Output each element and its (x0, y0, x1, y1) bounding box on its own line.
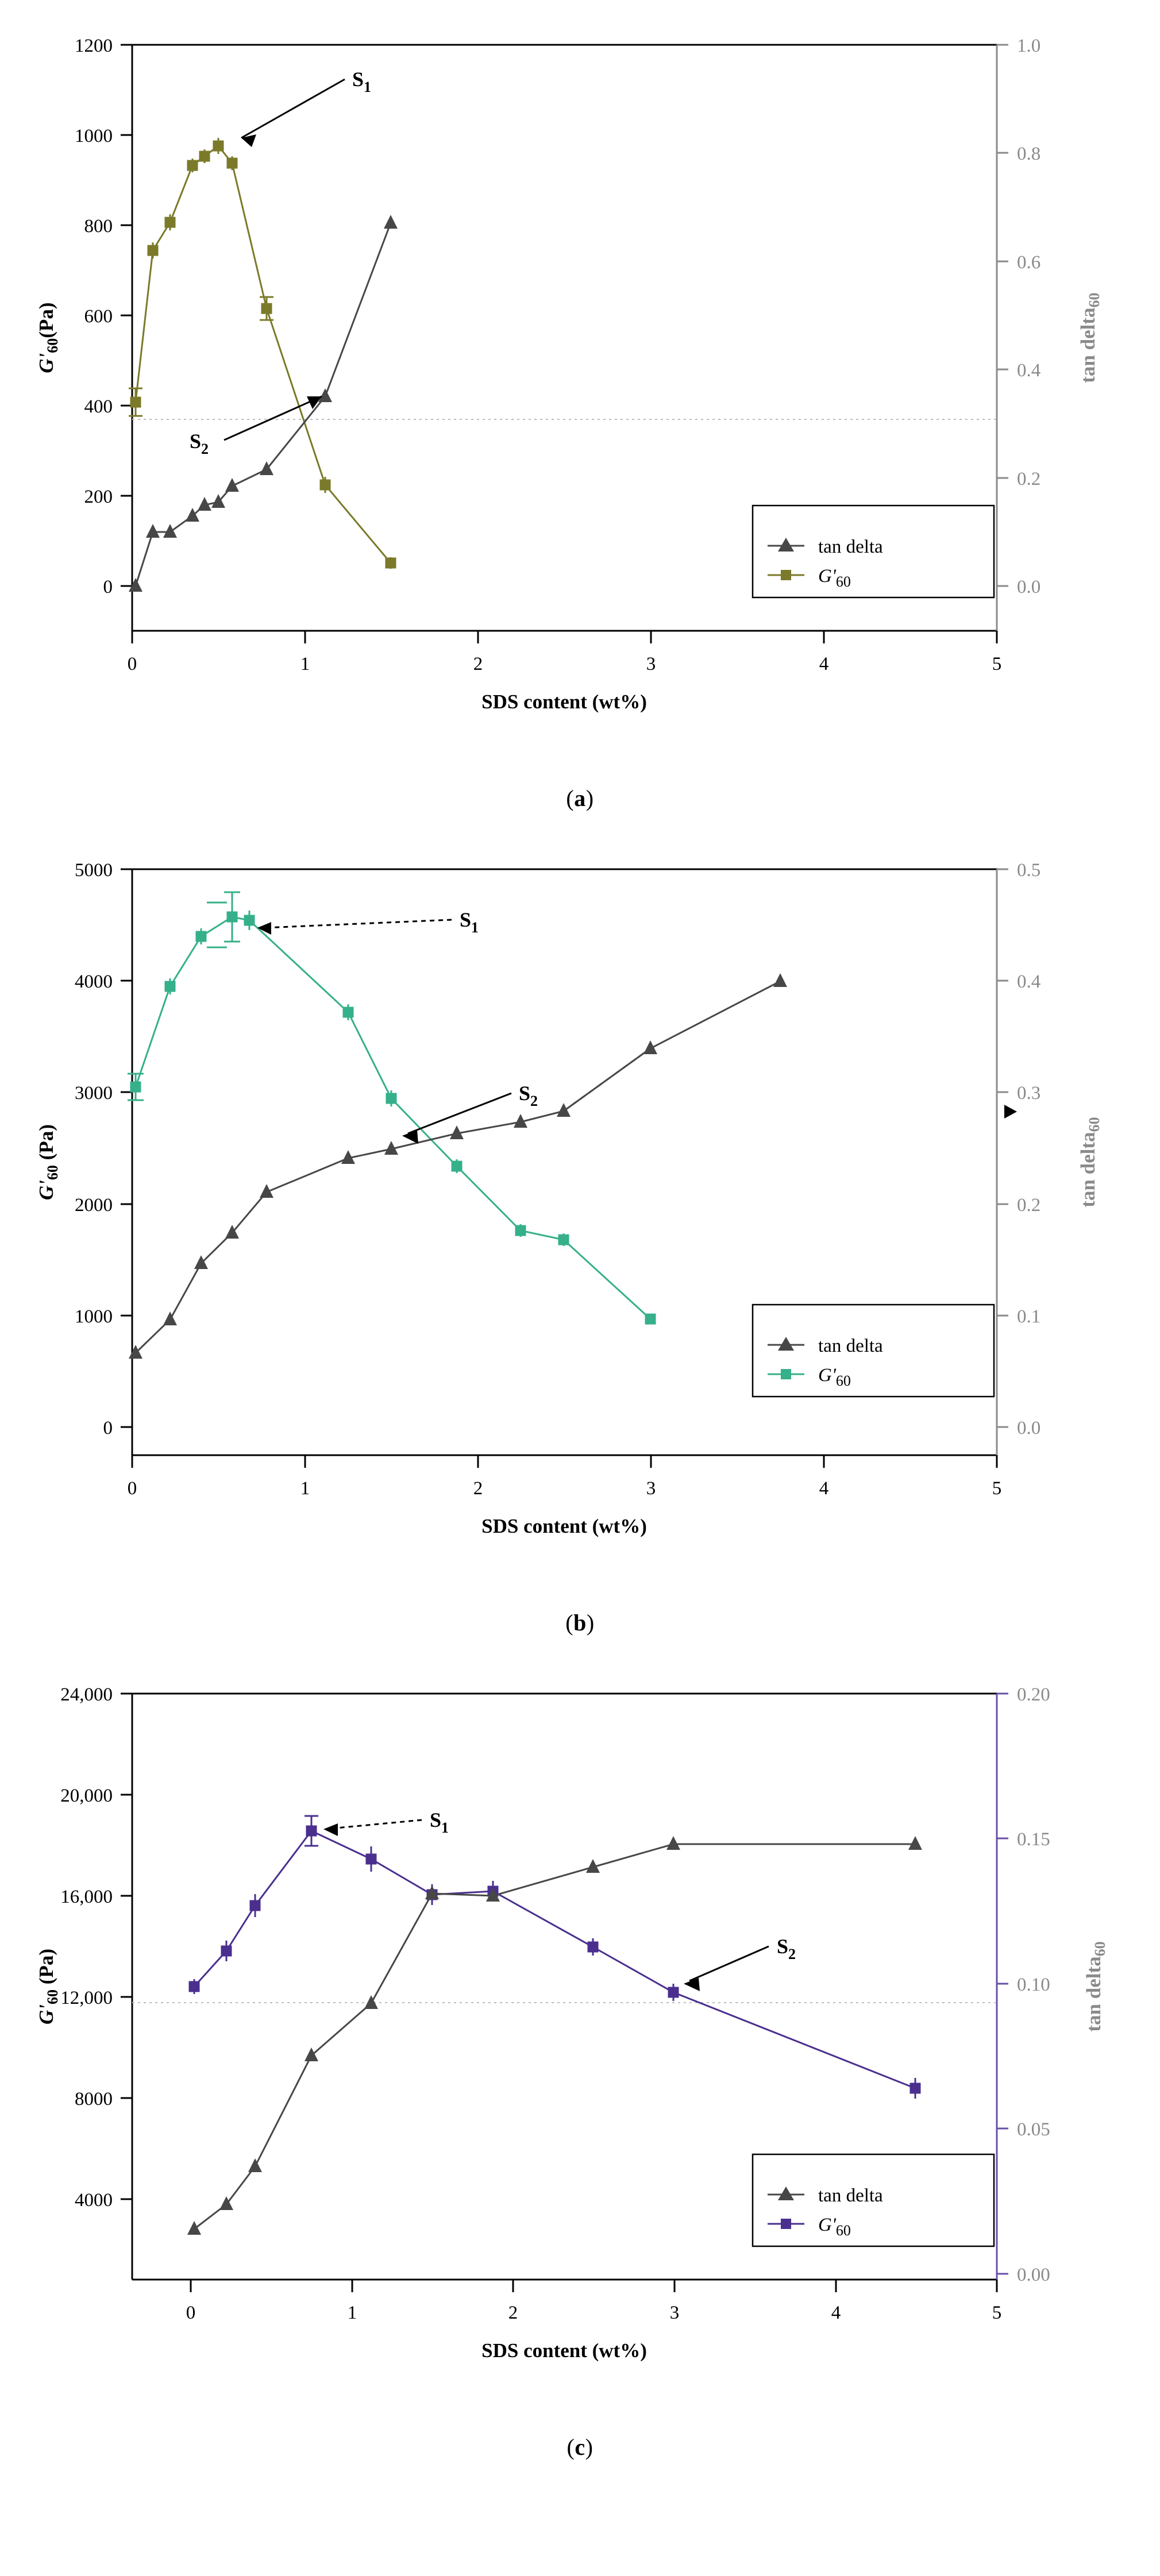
svg-text:1200: 1200 (75, 36, 113, 56)
svg-text:2: 2 (473, 1478, 483, 1499)
legend-label-tan-delta: tan delta (818, 537, 883, 557)
svg-text:0.8: 0.8 (1017, 144, 1041, 164)
svg-text:0: 0 (103, 1418, 113, 1439)
panel-caption-label-a: a (574, 785, 586, 811)
chart-b (0, 835, 1160, 1599)
legend-label-tan-delta: tan delta (818, 1336, 883, 1356)
svg-text:0.5: 0.5 (1017, 860, 1041, 881)
svg-text:0: 0 (103, 577, 113, 597)
svg-text:1.0: 1.0 (1017, 36, 1041, 56)
svg-text:5000: 5000 (75, 860, 113, 881)
svg-text:1: 1 (347, 2303, 357, 2323)
svg-text:3: 3 (646, 1478, 656, 1499)
legend-a[interactable] (753, 506, 994, 597)
panel-caption-a: (a) (566, 785, 594, 811)
chart-c-svg (0, 1659, 1160, 2423)
x-axis-ticks-b (128, 1455, 1002, 1499)
y-axis-title-right-b (1077, 1117, 1103, 1207)
svg-text:G'60: $G'_{60}$ (818, 2215, 851, 2239)
svg-text:4000: 4000 (75, 971, 113, 992)
panel-b (0, 835, 1160, 1636)
legend-b[interactable] (753, 1305, 994, 1397)
svg-text:S1: $S_1$ (352, 68, 372, 95)
svg-text:0.3: 0.3 (1017, 1083, 1041, 1104)
svg-text:2: 2 (473, 654, 483, 674)
svg-text:24,000: 24,000 (60, 1684, 113, 1705)
svg-text:2000: 2000 (75, 1195, 113, 1216)
svg-text:0.0: 0.0 (1017, 1418, 1041, 1439)
svg-text:0.2: 0.2 (1017, 469, 1041, 489)
svg-text:0.10: 0.10 (1017, 1975, 1050, 1995)
legend-c[interactable] (753, 2154, 994, 2246)
chart-b-svg (0, 835, 1160, 1599)
svg-text:0: 0 (127, 654, 137, 674)
legend-label-tan-delta: tan delta (818, 2185, 883, 2206)
svg-text:0.2: 0.2 (1017, 1195, 1041, 1216)
svg-text:16,000: 16,000 (60, 1887, 113, 1907)
x-axis-ticks-c (186, 2280, 1002, 2323)
panel-caption-label-b: b (573, 1610, 587, 1636)
svg-text:1000: 1000 (75, 1306, 113, 1327)
svg-text:1: 1 (300, 654, 310, 674)
y-axis-title-left-b (35, 1124, 61, 1200)
svg-text:tan delta60: tan delta$_{60}$ (1077, 1117, 1103, 1208)
svg-text:0: 0 (186, 2303, 196, 2323)
svg-text:8000: 8000 (75, 2089, 113, 2110)
svg-text:200: 200 (84, 487, 113, 507)
svg-text:5: 5 (992, 2303, 1002, 2323)
y-axis-title-right-a (1077, 292, 1103, 383)
y-axis-right-ticks-a (997, 36, 1040, 597)
svg-text:tan delta60: tan delta$_{60}$ (1077, 292, 1103, 383)
x-axis-title-a: SDS content (wt%) (481, 691, 647, 713)
svg-text:0: 0 (127, 1478, 137, 1499)
panel-a (0, 10, 1160, 812)
y-axis-title-left-c (35, 1949, 61, 2024)
svg-text:G'60: $G'_{60}$ (818, 566, 851, 590)
x-axis-title-c: SDS content (wt%) (481, 2339, 647, 2362)
svg-text:S2: $S_2$ (519, 1082, 538, 1109)
y-axis-left-ticks-c (60, 1684, 132, 2211)
svg-text:S2: $S_2$ (190, 430, 209, 457)
x-axis-title-b: SDS content (wt%) (481, 1515, 647, 1537)
svg-text:4: 4 (819, 1478, 829, 1499)
svg-text:0.15: 0.15 (1017, 1829, 1050, 1850)
svg-text:0.00: 0.00 (1017, 2265, 1050, 2285)
y-axis-right-ticks-b (997, 860, 1040, 1439)
svg-text:4: 4 (831, 2303, 841, 2323)
svg-text:0.4: 0.4 (1017, 971, 1041, 992)
svg-text:0.1: 0.1 (1017, 1306, 1041, 1327)
x-axis-ticks-a (128, 631, 1002, 674)
svg-text:S2: $S_2$ (777, 1935, 796, 1962)
y-axis-title-right-c (1082, 1941, 1108, 2031)
y-axis-left-ticks-a (75, 36, 132, 597)
y-axis-title-left-a (35, 302, 61, 373)
panel-caption-label-c: c (575, 2434, 585, 2460)
svg-text:0.0: 0.0 (1017, 577, 1041, 597)
panel-caption-c: (c) (566, 2434, 594, 2460)
svg-text:12,000: 12,000 (60, 1988, 113, 2008)
svg-text:0.05: 0.05 (1017, 2119, 1050, 2140)
svg-text:4000: 4000 (75, 2190, 113, 2211)
svg-text:20,000: 20,000 (60, 1786, 113, 1806)
svg-text:3: 3 (669, 2303, 680, 2323)
svg-text:1000: 1000 (75, 126, 113, 146)
svg-text:3: 3 (646, 654, 656, 674)
chart-a-svg (0, 10, 1160, 774)
svg-text:600: 600 (84, 306, 113, 327)
chart-c (0, 1659, 1160, 2423)
svg-text:S1: $S_1$ (460, 908, 479, 936)
y-axis-right-ticks-c (997, 1684, 1050, 2285)
svg-text:3000: 3000 (75, 1083, 113, 1104)
svg-text:G'60 (Pa): $G'_{60}$ (Pa) (35, 1124, 61, 1200)
panel-caption-b: (b) (565, 1610, 595, 1636)
svg-text:5: 5 (992, 1478, 1002, 1499)
svg-text:S1: $S_1$ (430, 1808, 449, 1836)
y-axis-left-ticks-b (75, 860, 132, 1439)
svg-text:G'60: $G'_{60}$ (818, 1365, 851, 1389)
svg-text:0.20: 0.20 (1017, 1684, 1050, 1705)
panel-c (0, 1659, 1160, 2461)
svg-text:2: 2 (508, 2303, 518, 2323)
svg-text:800: 800 (84, 216, 113, 237)
svg-text:1: 1 (300, 1478, 310, 1499)
svg-text:0.6: 0.6 (1017, 252, 1041, 273)
svg-text:4: 4 (819, 654, 829, 674)
svg-text:G'60(Pa): $G'_{60}(Pa)$ (35, 302, 61, 373)
svg-text:tan delta60: tan delta$_{60}$ (1082, 1941, 1108, 2032)
svg-text:G'60 (Pa): $G'_{60}$ (Pa) (35, 1949, 61, 2024)
svg-text:0.4: 0.4 (1017, 360, 1041, 381)
chart-a (0, 10, 1160, 774)
svg-text:400: 400 (84, 396, 113, 417)
svg-text:5: 5 (992, 654, 1002, 674)
